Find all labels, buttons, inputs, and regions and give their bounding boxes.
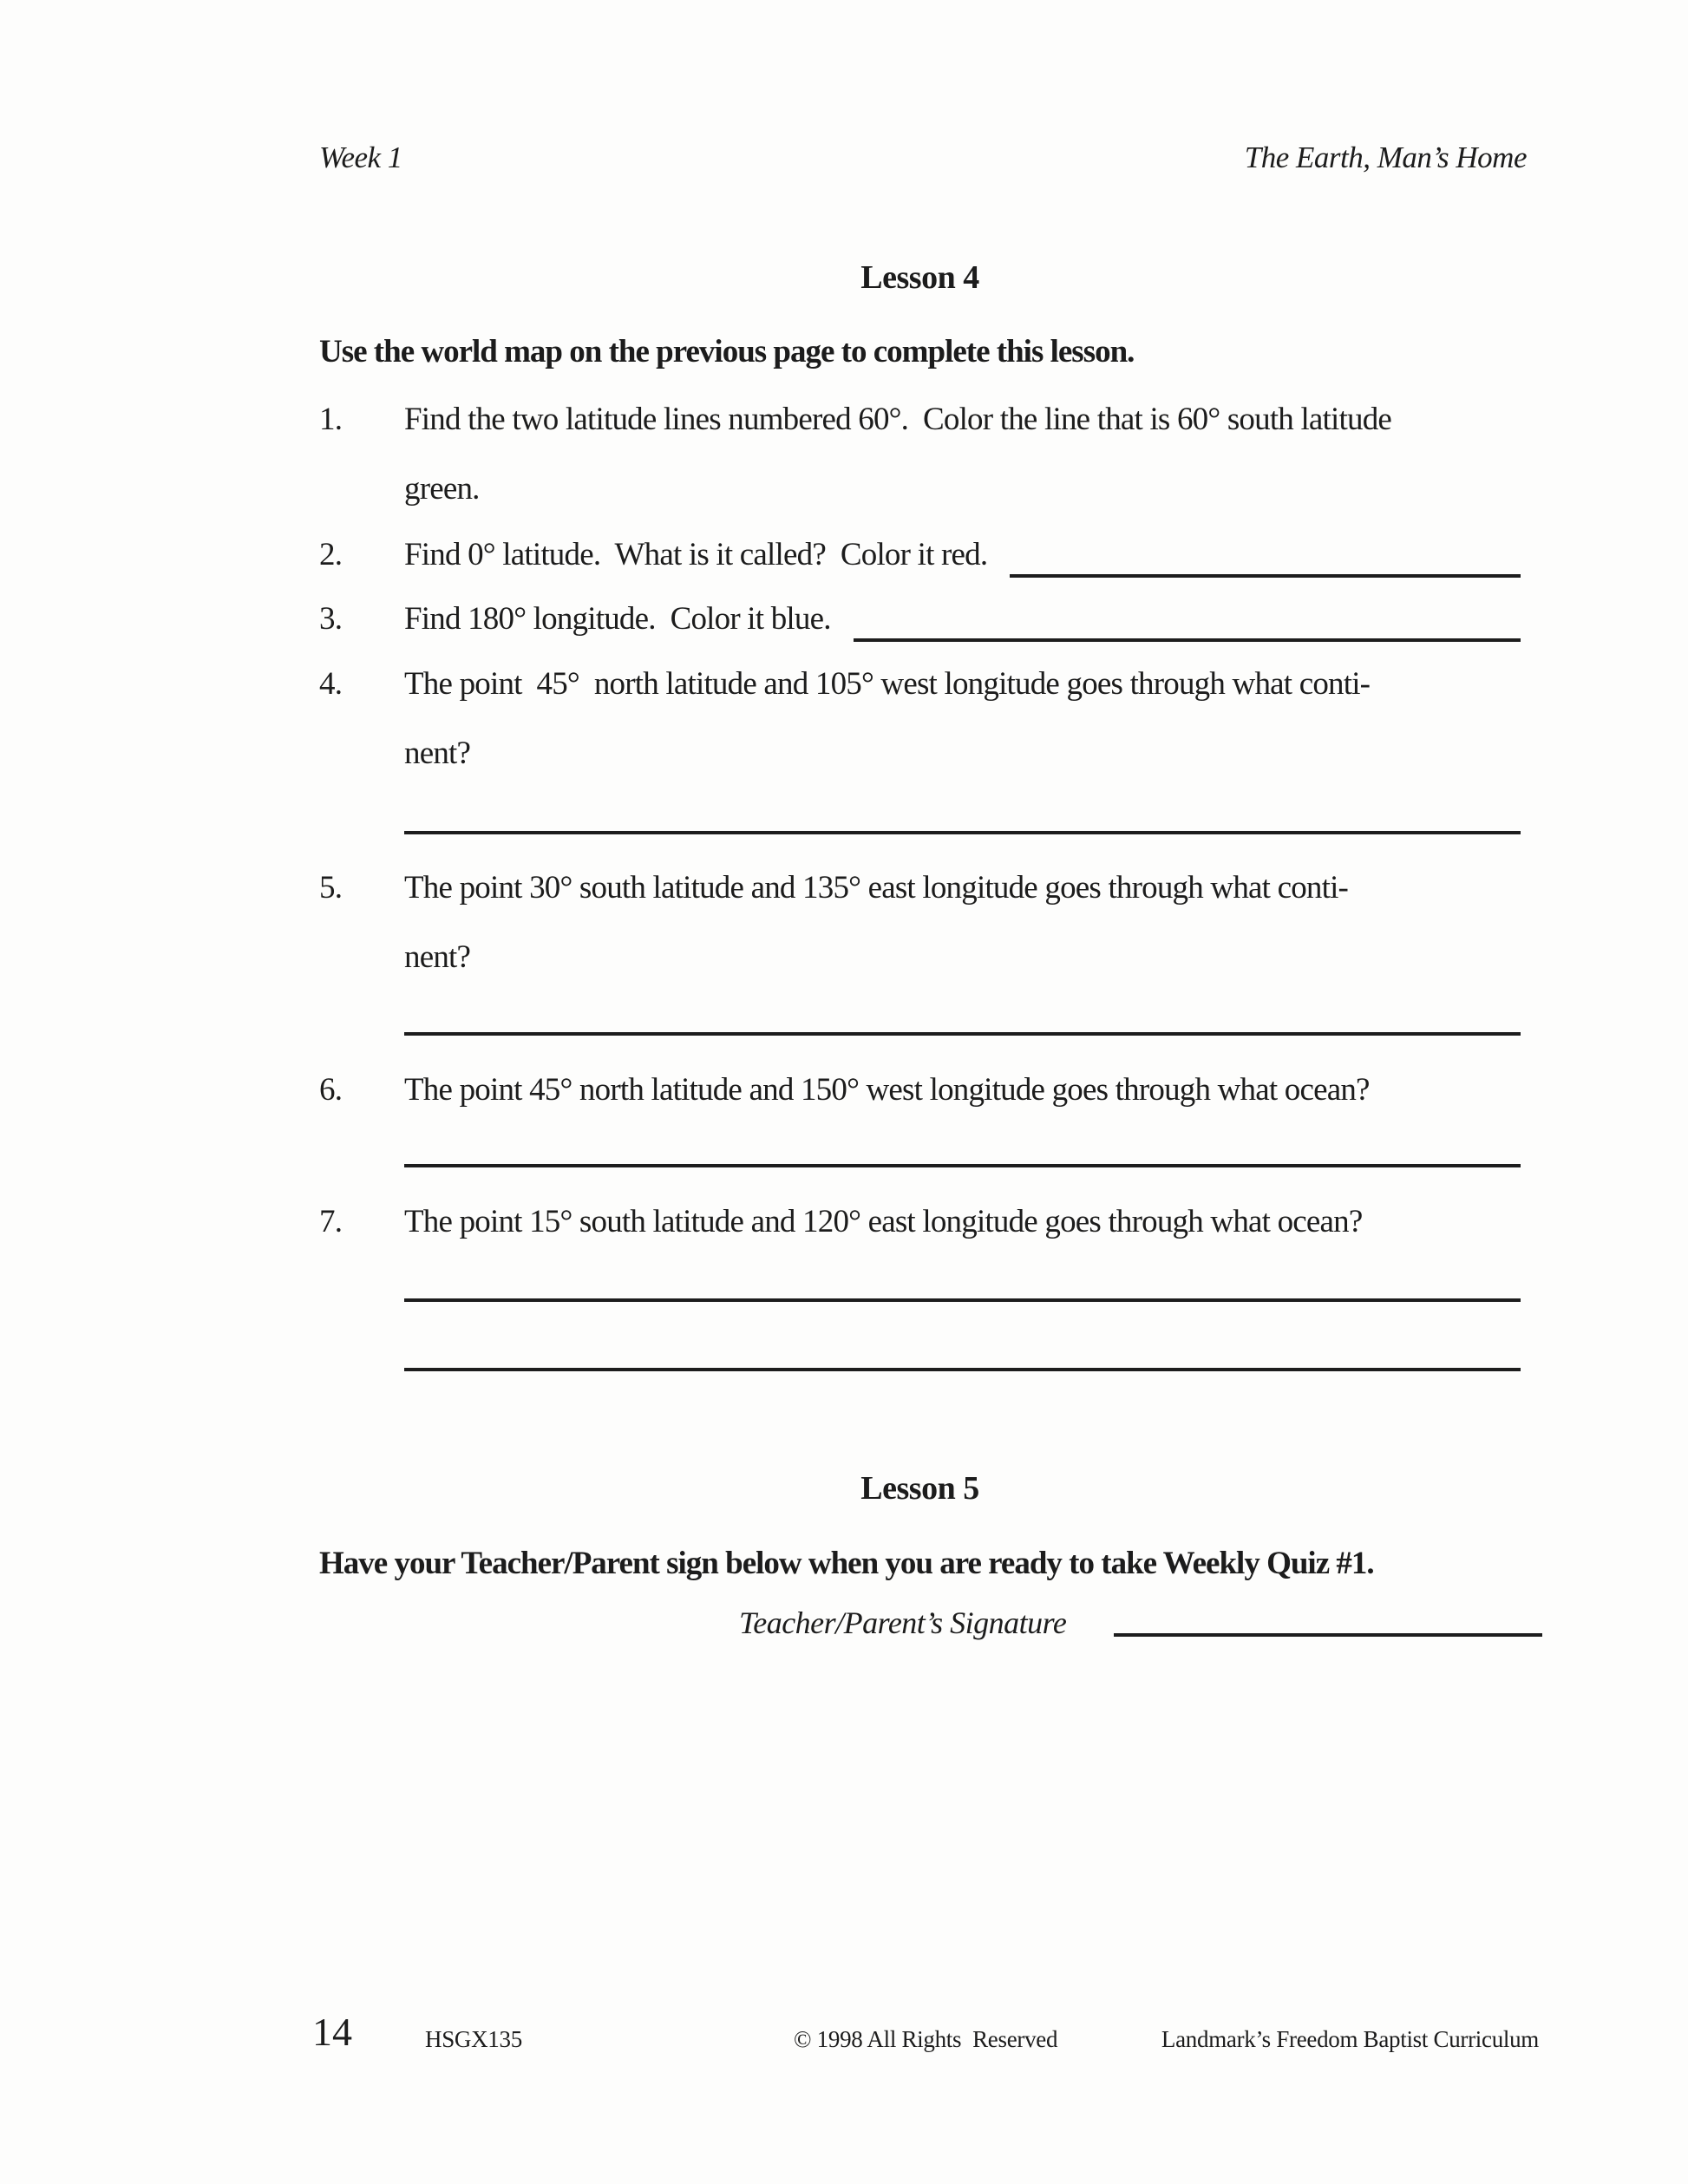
question-item-7 xyxy=(319,1187,1521,1257)
header-week-label: Week 1 xyxy=(319,141,402,174)
question-text: The point 45° north latitude and 105° west longitude goes through what conti- xyxy=(404,666,1371,702)
answer-line xyxy=(404,1368,1521,1371)
page-header xyxy=(319,141,1527,175)
question-number: 2. xyxy=(319,537,343,572)
question-number: 4. xyxy=(319,666,343,702)
question-item-3 xyxy=(319,585,1521,654)
question-item-1 xyxy=(319,385,1521,524)
lesson4-instructions: Use the world map on the previous page to complete this lesson. xyxy=(319,334,1135,369)
question-number: 1. xyxy=(319,402,343,437)
signature-label: Teacher/Parent’s Signature xyxy=(739,1605,1067,1640)
question-text: nent? xyxy=(404,939,471,975)
answer-line xyxy=(404,831,1521,834)
question-text: The point 30° south latitude and 135° east longitude goes through what conti- xyxy=(404,870,1349,906)
footer-copyright: © 1998 All Rights Reserved xyxy=(794,2026,1058,2052)
answer-line xyxy=(404,1298,1521,1302)
question-item-5 xyxy=(319,853,1521,992)
question-text: Find 180° longitude. Color it blue. xyxy=(404,601,831,637)
question-item-6 xyxy=(319,1056,1521,1125)
question-text: The point 45° north latitude and 150° west longitude goes through what ocean? xyxy=(404,1072,1370,1108)
footer-page-number: 14 xyxy=(312,2010,352,2054)
lesson5-instructions: Have your Teacher/Parent sign below when you are ready to take Weekly Quiz #1. xyxy=(319,1546,1374,1581)
question-text: Find the two latitude lines numbered 60°. Color the line that is 60° south latitude xyxy=(404,402,1392,437)
question-number: 3. xyxy=(319,601,343,637)
question-text: Find 0° latitude. What is it called? Color it red. xyxy=(404,537,988,572)
question-item-2 xyxy=(319,520,1521,590)
question-number: 6. xyxy=(319,1072,343,1108)
question-number: 5. xyxy=(319,870,343,906)
answer-blank xyxy=(854,585,1521,642)
question-number: 7. xyxy=(319,1204,343,1239)
answer-line xyxy=(404,1164,1521,1167)
answer-line xyxy=(404,1032,1521,1036)
question-item-4 xyxy=(319,650,1521,788)
question-text: nent? xyxy=(404,736,471,771)
footer-code: HSGX135 xyxy=(425,2026,522,2052)
lesson5-title: Lesson 5 xyxy=(860,1470,979,1507)
question-text: green. xyxy=(404,471,480,507)
header-unit-title: The Earth, Man’s Home xyxy=(1244,141,1527,174)
footer-publisher: Landmark’s Freedom Baptist Curriculum xyxy=(1161,2026,1539,2052)
answer-blank xyxy=(1010,520,1521,578)
signature-line xyxy=(1114,1633,1542,1637)
lesson4-title: Lesson 4 xyxy=(860,259,979,296)
question-text: The point 15° south latitude and 120° east longitude goes through what ocean? xyxy=(404,1204,1363,1239)
